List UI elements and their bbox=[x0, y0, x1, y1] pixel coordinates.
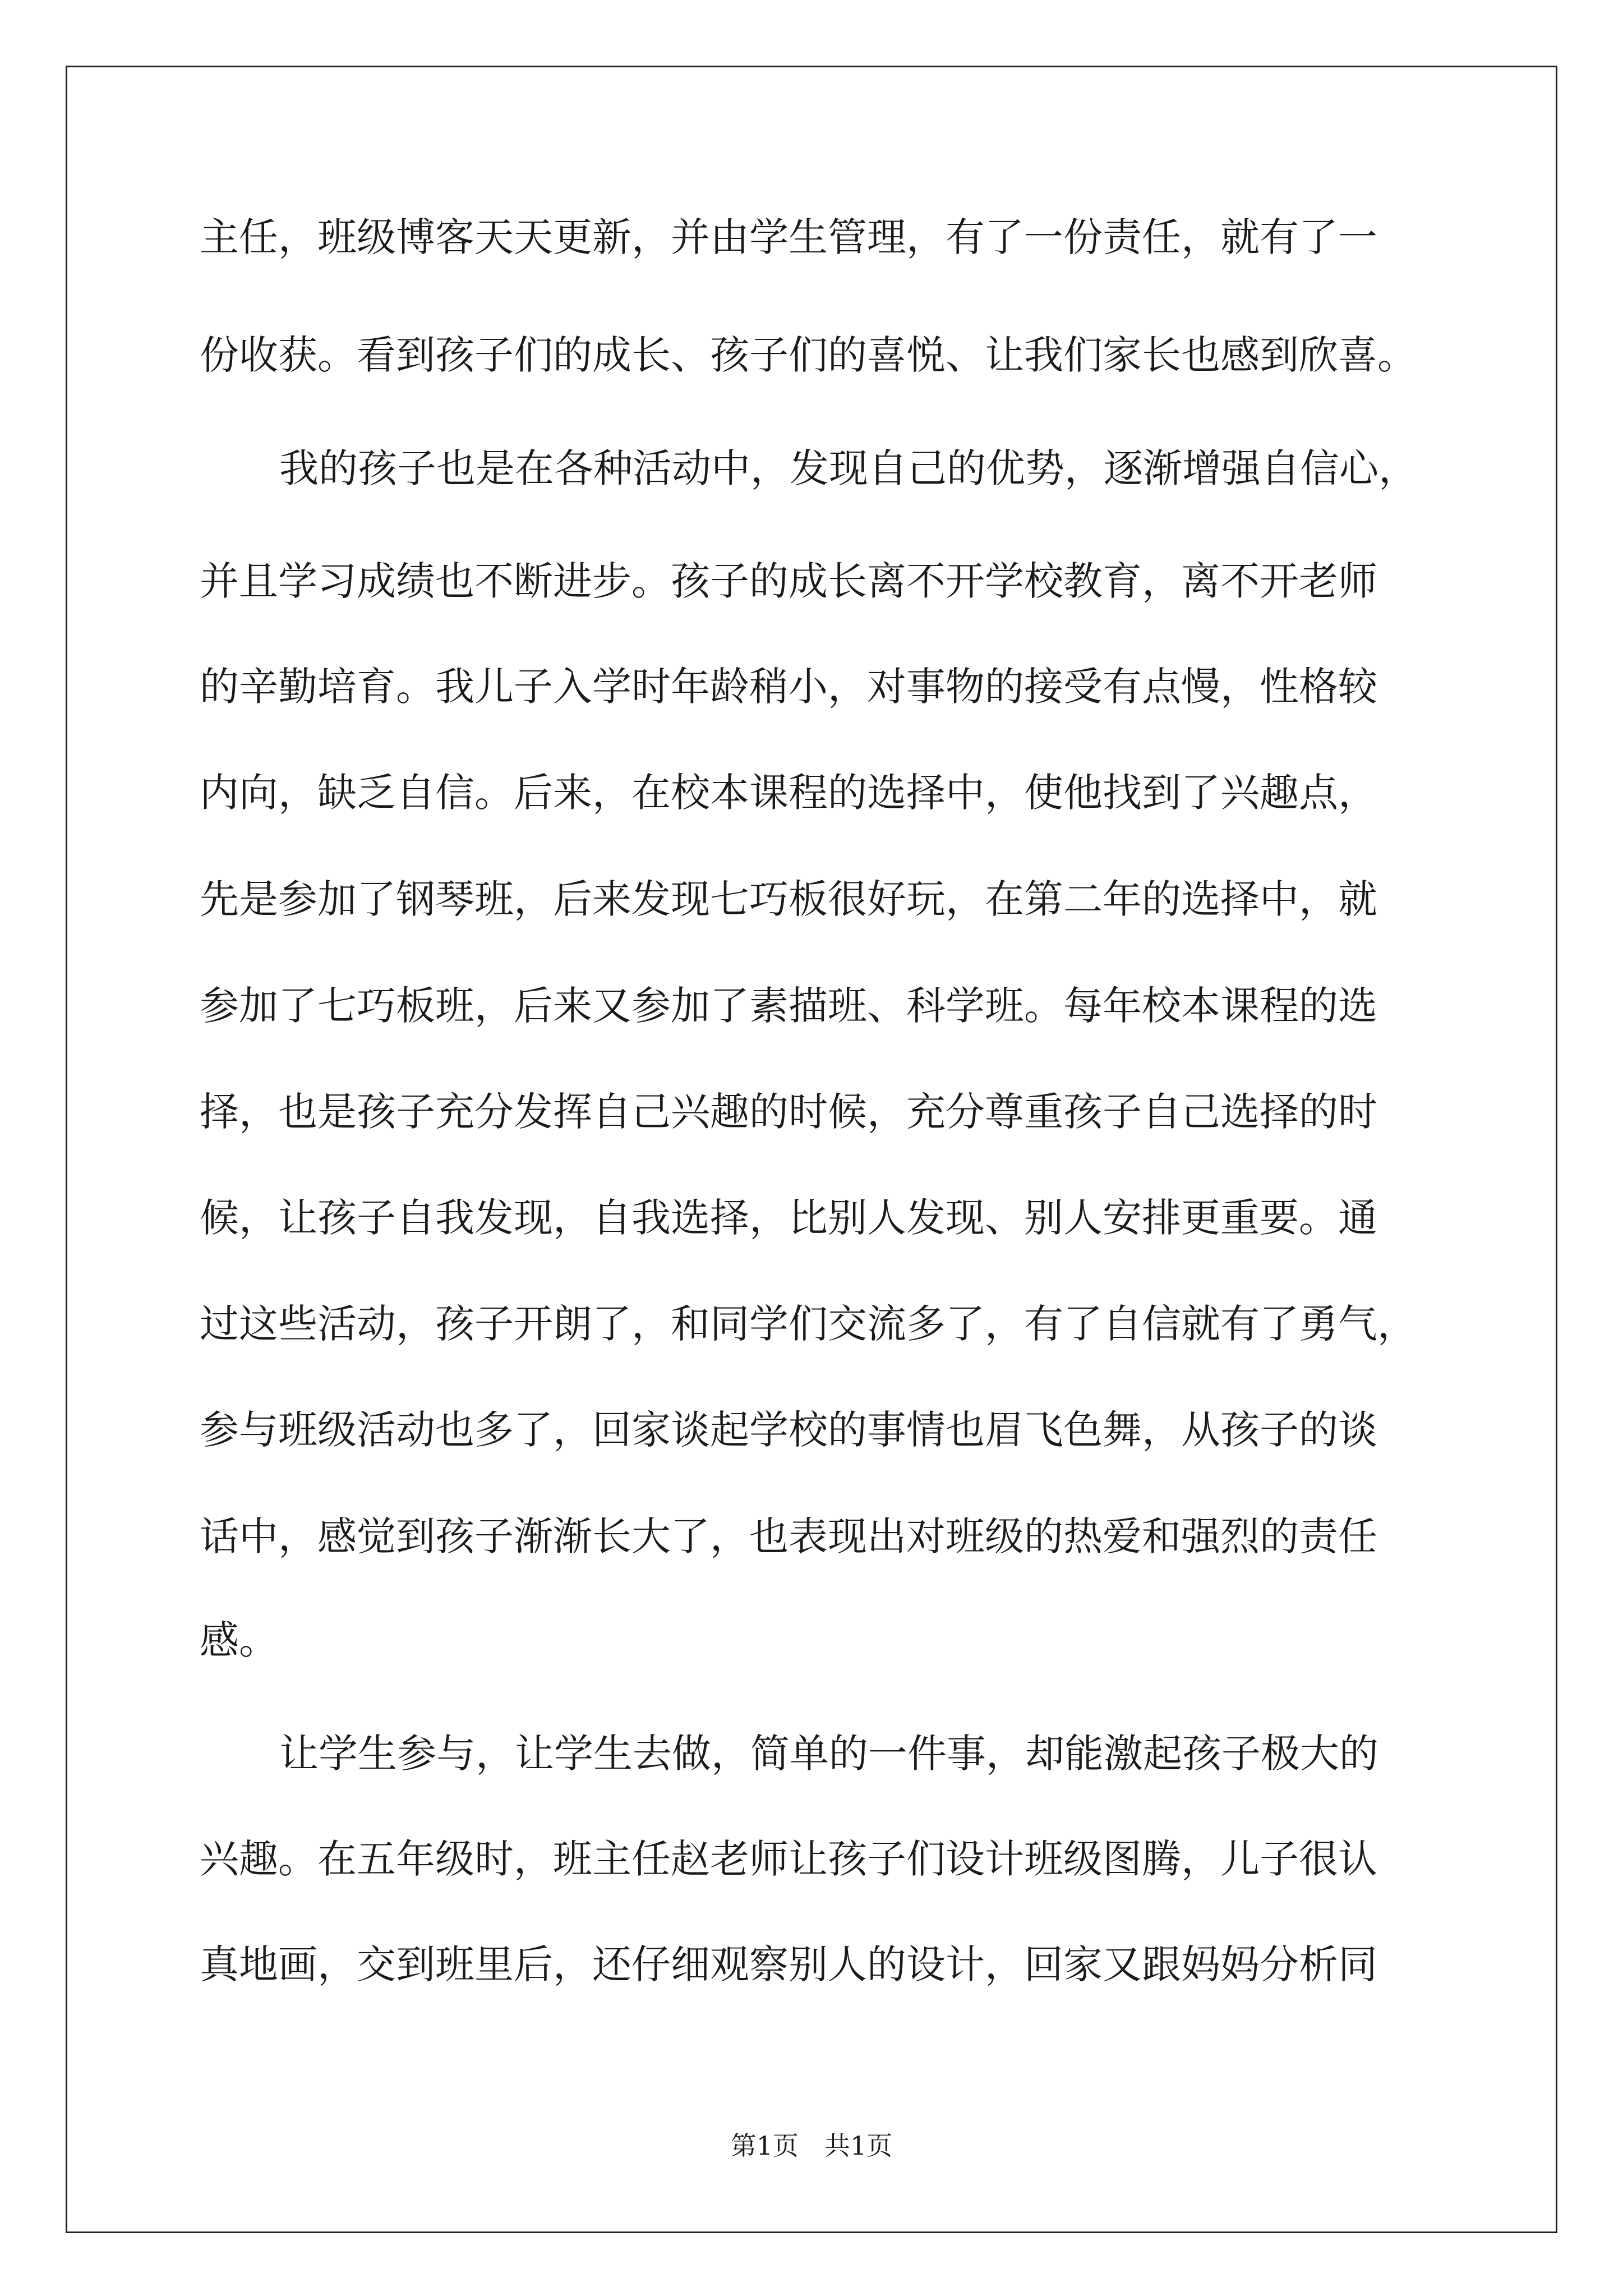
text-line-9: 择，也是孩子充分发挥自己兴趣的时候，充分尊重孩子自己选择的时 bbox=[200, 1089, 1377, 1135]
text-line-7: 先是参加了钢琴班，后来发现七巧板很好玩，在第二年的选择中，就 bbox=[200, 876, 1377, 922]
page-border bbox=[66, 66, 1557, 2233]
text-line-5: 的辛勤培育。我儿子入学时年龄稍小，对事物的接受有点慢，性格较 bbox=[200, 664, 1377, 710]
text-line-3: 我的孩子也是在各种活动中，发现自己的优势，逐渐增强自信心， bbox=[279, 445, 1418, 491]
text-line-8: 参加了七巧板班，后来又参加了素描班、科学班。每年校本课程的选 bbox=[200, 983, 1377, 1029]
text-line-1: 主任，班级博客天天更新，并由学生管理，有了一份责任，就有了一 bbox=[200, 214, 1377, 260]
text-line-17: 真地画，交到班里后，还仔细观察别人的设计，回家又跟妈妈分析同 bbox=[200, 1941, 1377, 1987]
text-line-6: 内向，缺乏自信。后来，在校本课程的选择中，使他找到了兴趣点， bbox=[200, 770, 1377, 816]
text-line-10: 候，让孩子自我发现，自我选择，比别人发现、别人安排更重要。通 bbox=[200, 1195, 1377, 1241]
text-line-2: 份收获。看到孩子们的成长、孩子们的喜悦、让我们家长也感到欣喜。 bbox=[200, 332, 1417, 378]
text-line-15: 让学生参与，让学生去做，简单的一件事，却能激起孩子极大的 bbox=[279, 1731, 1378, 1777]
text-line-13: 话中，感觉到孩子渐渐长大了，也表现出对班级的热爱和强烈的责任 bbox=[200, 1513, 1377, 1559]
text-line-14: 感。 bbox=[200, 1617, 278, 1663]
text-line-12: 参与班级活动也多了，回家谈起学校的事情也眉飞色舞，从孩子的谈 bbox=[200, 1407, 1377, 1453]
page-footer: 第1页 共1页 bbox=[730, 2131, 893, 2161]
text-line-11: 过这些活动，孩子开朗了，和同学们交流多了，有了自信就有了勇气， bbox=[200, 1301, 1417, 1347]
text-line-16: 兴趣。在五年级时，班主任赵老师让孩子们设计班级图腾，儿子很认 bbox=[200, 1836, 1377, 1882]
text-line-4: 并且学习成绩也不断进步。孩子的成长离不开学校教育，离不开老师 bbox=[200, 558, 1377, 604]
